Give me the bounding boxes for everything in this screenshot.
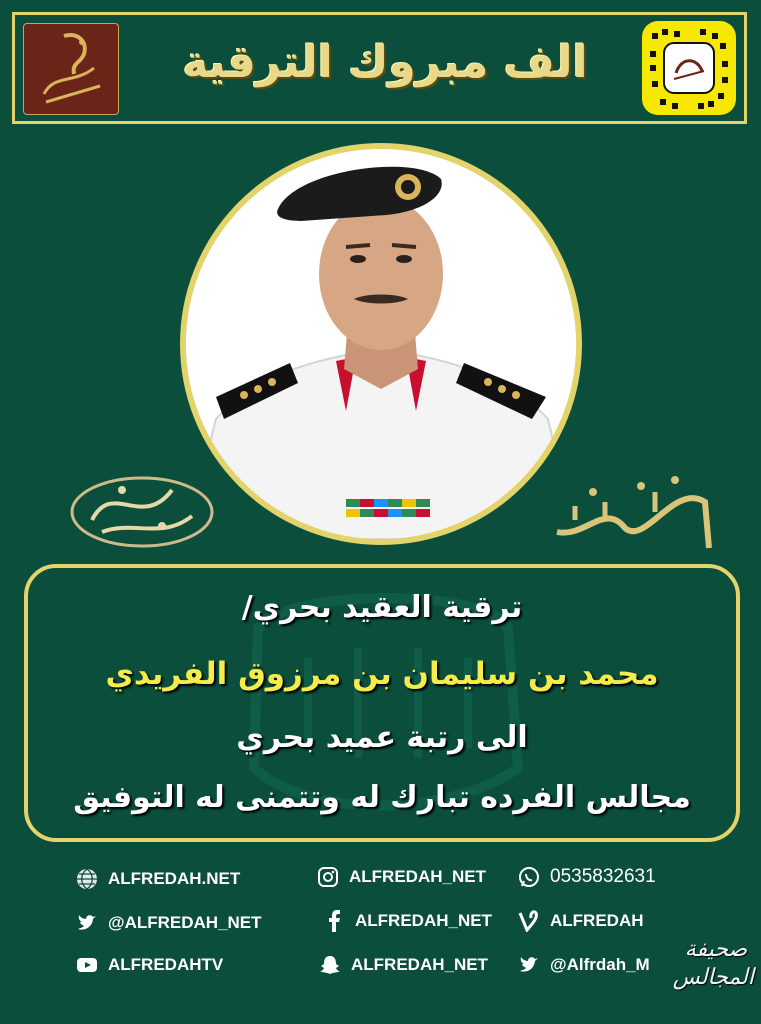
promotion-title-line: ترقية العقيد بحري/ [241, 590, 523, 625]
youtube-label: ALFREDAHTV [108, 955, 224, 974]
whatsapp-link[interactable] [518, 866, 656, 888]
newspaper-stamp: صحيفة المجالس [672, 937, 754, 990]
new-rank-line: الى رتبة عميد بحري [236, 720, 528, 755]
congratulation-message-box [24, 564, 740, 842]
snapchat-ghost-icon [319, 954, 341, 976]
promoted-person-name: محمد بن سليمان بن مرزوق الفريدي [105, 656, 659, 692]
instagram-link[interactable] [317, 866, 486, 888]
facebook-icon [323, 910, 345, 932]
vine-icon [518, 910, 540, 932]
whatsapp-icon [518, 866, 540, 888]
snapchat-label: ALFREDAH_NET [351, 955, 488, 974]
facebook-link[interactable] [323, 910, 492, 932]
website-link[interactable] [76, 868, 240, 890]
contact-links [0, 858, 761, 1024]
banner-title: الف مبروك الترقية [182, 37, 588, 88]
twitter-icon [518, 954, 540, 976]
instagram-label: ALFREDAH_NET [349, 867, 486, 886]
twitter-label: @ALFREDAH_NET [108, 913, 262, 932]
twitter-alt-link[interactable] [518, 954, 650, 976]
whatsapp-number: 0535832631 [550, 866, 656, 887]
vine-link[interactable] [518, 910, 644, 932]
globe-icon [76, 868, 98, 890]
snapcode-logo[interactable] [642, 21, 736, 115]
twitter-link[interactable] [76, 912, 262, 934]
top-banner [12, 12, 747, 124]
twitter-icon [76, 912, 98, 934]
youtube-icon [76, 954, 98, 976]
majlis-logo [23, 23, 119, 115]
instagram-icon [317, 866, 339, 888]
mabrook-calligraphy [62, 460, 222, 555]
vine-label: ALFREDAH [550, 911, 644, 930]
tahnia-calligraphy [545, 462, 720, 557]
facebook-label: ALFREDAH_NET [355, 911, 492, 930]
youtube-link[interactable] [76, 954, 223, 976]
wishes-line: مجالس الفرده تبارك له وتتمنى له التوفيق [73, 780, 691, 815]
website-label: ALFREDAH.NET [108, 869, 241, 888]
snapchat-link[interactable] [319, 954, 488, 976]
twitter-alt-label: @Alfrdah_M [550, 955, 650, 974]
portrait-photo [180, 143, 582, 545]
